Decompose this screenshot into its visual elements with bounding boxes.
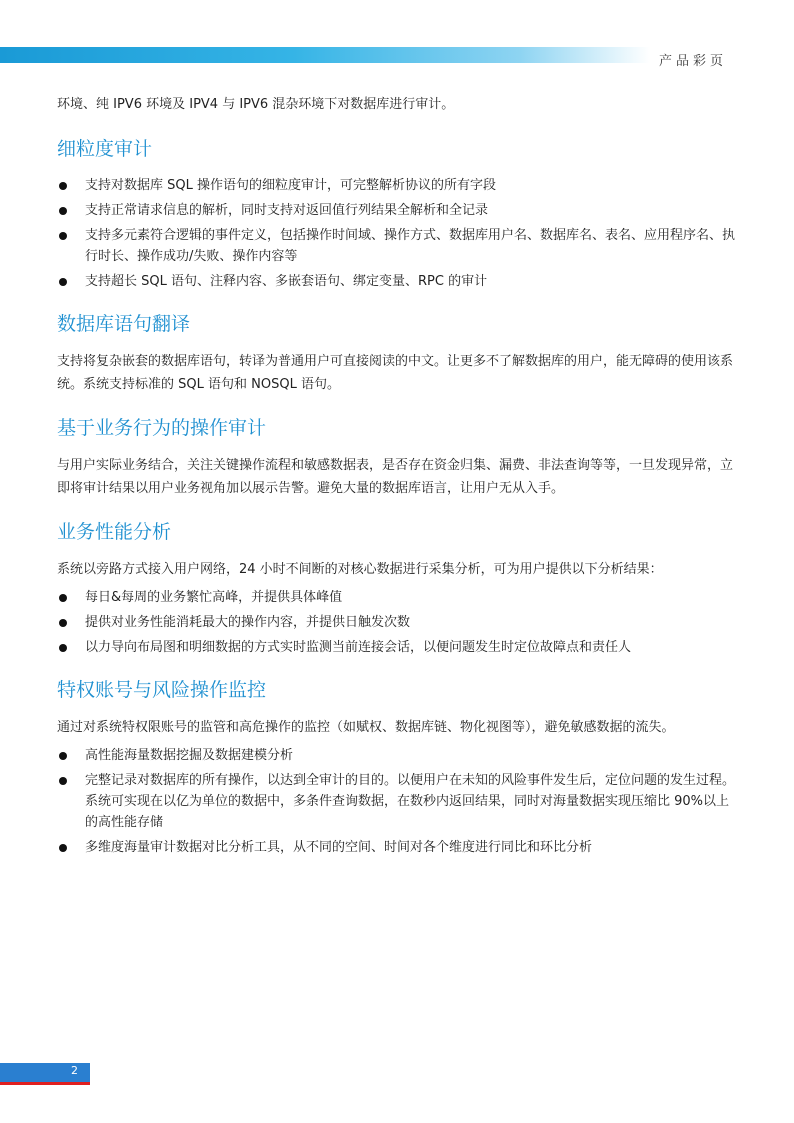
section-title: 细粒度审计 <box>57 138 153 160</box>
bullet-list <box>57 175 741 292</box>
intro-text: 环境、纯 IPV6 环境及 IPV4 与 IPV6 混杂环境下对数据库进行审计。 <box>57 97 455 112</box>
section-statement-translation <box>57 311 741 396</box>
list-item: 支持对数据库 SQL 操作语句的细粒度审计，可完整解析协议的所有字段 <box>57 175 741 196</box>
list-item: 提供对业务性能消耗最大的操作内容，并提供日触发次数 <box>57 612 741 633</box>
list-item: 支持超长 SQL 语句、注释内容、多嵌套语句、绑定变量、RPC 的审计 <box>57 271 741 292</box>
bullet-icon <box>59 182 67 190</box>
section-business-behavior-audit <box>57 415 741 500</box>
section-fine-grained-audit <box>57 136 741 292</box>
bullet-list <box>57 745 741 858</box>
bullet-icon <box>59 844 67 852</box>
section-performance-analysis <box>57 519 741 658</box>
section-title: 业务性能分析 <box>57 521 172 543</box>
section-title: 基于业务行为的操作审计 <box>57 417 267 439</box>
bullet-icon <box>59 777 67 785</box>
section-privileged-account-monitoring <box>57 677 741 858</box>
bullet-icon <box>59 207 67 215</box>
list-item: 高性能海量数据挖掘及数据建模分析 <box>57 745 741 766</box>
list-item: 多维度海量审计数据对比分析工具，从不同的空间、时间对各个维度进行同比和环比分析 <box>57 837 741 858</box>
section-title: 特权账号与风险操作监控 <box>57 679 267 701</box>
bullet-icon <box>59 232 67 240</box>
section-paragraph: 系统以旁路方式接入用户网络，24 小时不间断的对核心数据进行采集分析，可为用户提供以下分析结果： <box>57 562 663 577</box>
list-item: 每日&每周的业务繁忙高峰，并提供具体峰值 <box>57 587 741 608</box>
page-number: 2 <box>71 1064 78 1077</box>
section-paragraph: 通过对系统特权限账号的监管和高危操作的监控（如赋权、数据库链、物化视图等），避免敏感数据的流失。 <box>57 720 675 735</box>
header-title: 产品彩页 <box>659 54 728 69</box>
bullet-list <box>57 587 741 658</box>
list-item: 以力导向布局图和明细数据的方式实时监测当前连接会话，以便问题发生时定位故障点和责任人 <box>57 637 741 658</box>
bullet-icon <box>59 619 67 627</box>
header-bar <box>0 47 650 63</box>
bullet-icon <box>59 752 67 760</box>
bullet-icon <box>59 594 67 602</box>
section-paragraph: 与用户实际业务结合，关注关键操作流程和敏感数据表，是否存在资金归集、漏费、非法查询等等，一旦发现异常，立即将审计结果以用户业务视角加以展示告警。避免大量的数据库语言，让用户无从入手。 <box>57 458 734 496</box>
list-item: 支持多元素符合逻辑的事件定义，包括操作时间域、操作方式、数据库用户名、数据库名、表名、应用程序名、执行时长、操作成功/失败、操作内容等 <box>57 225 741 267</box>
list-item: 完整记录对数据库的所有操作，以达到全审计的目的。以便用户在未知的风险事件发生后，定位问题的发生过程。系统可实现在以亿为单位的数据中，多条件查询数据，在数秒内返回结果，同时对海量数据实现压缩比 90%以上的高性能存储 <box>57 770 741 833</box>
footer-accent-line <box>0 1082 90 1085</box>
section-paragraph: 支持将复杂嵌套的数据库语句，转译为普通用户可直接阅读的中文。让更多不了解数据库的用户，能无障碍的使用该系统。系统支持标准的 SQL 语句和 NOSQL 语句。 <box>57 354 734 392</box>
document-body <box>57 93 741 866</box>
section-title: 数据库语句翻译 <box>57 313 191 335</box>
list-item: 支持正常请求信息的解析，同时支持对返回值行列结果全解析和全记录 <box>57 200 741 221</box>
bullet-icon <box>59 278 67 286</box>
bullet-icon <box>59 644 67 652</box>
